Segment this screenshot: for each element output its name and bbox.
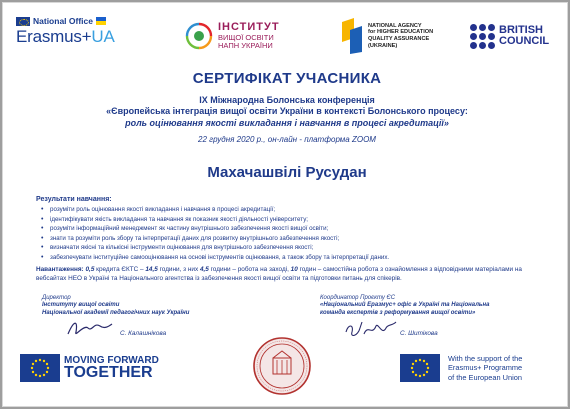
erasmus-ua-logo xyxy=(16,14,128,58)
signatory-right-role: Координатор Проєкту ЄС xyxy=(320,295,396,301)
official-seal-icon xyxy=(252,336,312,396)
learning-results-list xyxy=(36,205,541,262)
certificate-title: СЕРТИФІКАТ УЧАСНИКА xyxy=(192,70,382,87)
support-line-2: Erasmus+ Programme xyxy=(448,363,523,373)
signatory-left-org-2: Національної академії педагогічних наук України xyxy=(42,309,190,316)
signature-right-icon xyxy=(342,318,398,342)
list-item: • розуміти інформаційний менеджмент як частину внутрішнього забезпечення якості вищої освіти; xyxy=(50,224,541,234)
workload-credits-text: кредита ЄКТС – xyxy=(96,266,144,273)
list-item: • забезпечувати інституційне самооцінювання на основі інструментів оцінювання, а також збору та інтерпретації даних. xyxy=(50,253,541,263)
institute-logo xyxy=(184,14,304,58)
naqa-line-1: NATIONAL AGENCY xyxy=(368,22,422,29)
support-line-1: With the support of the xyxy=(448,354,523,364)
learning-results-heading: Результати навчання: xyxy=(36,196,112,203)
signatory-left-name: С. Калашнікова xyxy=(120,330,167,337)
workload-label: Навантаження: xyxy=(36,266,84,273)
workload xyxy=(36,266,546,283)
workload-credits: 0,5 xyxy=(85,266,95,273)
list-item: • розуміти роль оцінювання якості викладання і навчання в процесі акредитації; xyxy=(50,205,541,215)
eu-flag-icon xyxy=(20,354,60,382)
naqa-line-4: (UKRAINE) xyxy=(368,42,398,49)
ua-word: UA xyxy=(91,27,115,46)
together-text: TOGETHER xyxy=(64,364,153,382)
workload-self-hours: 10 xyxy=(290,266,298,273)
list-item: • ідентифікувати якість викладання та навчання як показник якості діяльності університету; xyxy=(50,215,541,225)
institute-subtitle-2: НАПН УКРАЇНИ xyxy=(218,40,273,50)
erasmus-national-office-label: National Office xyxy=(33,16,93,26)
british-council-logo xyxy=(470,14,554,58)
signatory-right-org-2: команда експертів з реформування вищої освіти» xyxy=(320,309,476,316)
footer-row xyxy=(20,352,550,396)
eu-support-notice xyxy=(400,354,550,382)
list-item: • визначати якісні та кількісні інструменти оцінювання для внутрішнього забезпечення якості; xyxy=(50,243,541,253)
institute-subtitle-1: ВИЩОЇ ОСВІТИ xyxy=(218,32,274,42)
erasmus-word: Erasmus+ xyxy=(16,27,92,46)
signatory-right-name: С. Шитікова xyxy=(400,330,438,337)
institute-emblem-icon xyxy=(184,21,214,51)
logos-row xyxy=(16,14,554,58)
signatory-left xyxy=(42,295,272,317)
naqa-emblem-icon xyxy=(340,18,364,54)
workload-hours-text: години, з них xyxy=(159,266,199,273)
participant-name: Махачашвілі Русудан xyxy=(207,164,367,181)
signature-left-icon xyxy=(64,318,114,340)
list-item: • знати та розуміти роль збору та інтерпретації даних для розвитку внутрішнього забезпечення якості; xyxy=(50,234,541,244)
conference-theme-line-1: «Європейська інтеграція вищої освіти України в контексті Болонського процесу: xyxy=(106,106,468,117)
signatory-left-org-1: Інституту вищої освіти xyxy=(42,302,120,309)
naqa-line-3: QUALITY ASSURANCE xyxy=(368,36,430,42)
workload-hours: 14,5 xyxy=(145,266,158,273)
learning-results xyxy=(36,196,541,262)
moving-forward-together-logo xyxy=(20,354,159,382)
british-council-line-2: COUNCIL xyxy=(499,35,550,47)
conference-info xyxy=(32,95,542,129)
signatory-left-role: Директор xyxy=(42,295,71,301)
naqa-logo xyxy=(340,14,458,58)
conference-theme-line-2: роль оцінювання якості викладання і навчання в процесі акредитації» xyxy=(125,117,449,128)
eu-flag-icon xyxy=(16,17,30,26)
signatory-right-org-1: «Національний Еразмус+ офіс в Україні та Національна xyxy=(320,302,490,309)
institute-title: ІНСТИТУТ xyxy=(218,21,280,34)
conference-name: IX Міжнародна Болонська конференція xyxy=(199,95,375,105)
eu-flag-icon xyxy=(400,354,440,382)
workload-event-text: години – робота на заході, xyxy=(210,266,289,273)
ukraine-flag-icon xyxy=(96,17,106,25)
workload-event-hours: 4,5 xyxy=(199,266,209,273)
signatory-right xyxy=(320,295,550,317)
workload-self-text: годин – самостійна робота з ознайомлення з відповідними матеріалами на вебсайтах НЕО в Україні та Національного агентства із забезпечення якості вищої освіти та підготовки питань для спікерів. xyxy=(36,266,522,282)
british-council-dots-icon xyxy=(470,24,495,49)
british-council-line-1: BRITISH xyxy=(499,24,543,36)
moving-forward-text: MOVING FORWARD xyxy=(64,354,159,366)
naqa-line-2: for HIGHER EDUCATION xyxy=(368,29,434,36)
event-date: 22 грудня 2020 р., он-лайн - платформа ZOOM xyxy=(198,135,376,144)
support-line-3: of the European Union xyxy=(448,372,522,382)
